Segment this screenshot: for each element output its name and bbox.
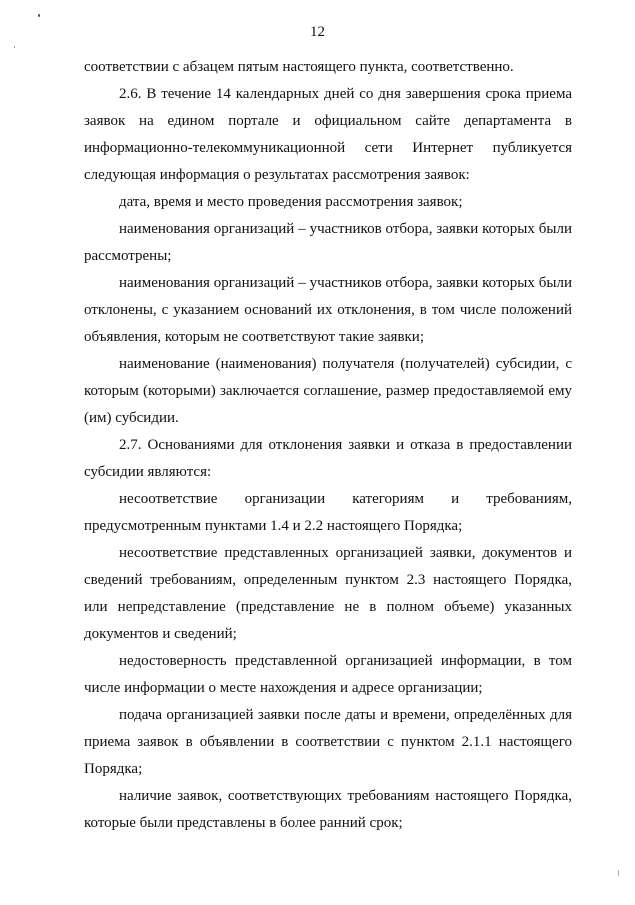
scan-artifact <box>14 46 15 48</box>
list-item-unreliable-info: недостоверность представленной организацией информации, в том числе информации о месте нахождения и адресе организации; <box>84 653 572 696</box>
list-item-earlier-applications: наличие заявок, соответствующих требованиям настоящего Порядка, которые были представлены в более ранний срок; <box>84 788 572 831</box>
list-item-rejected-applicants: наименования организаций – участников отбора, заявки которых были отклонены, с указанием оснований их отклонения, в том числе положений объявления, которым не соответствуют такие заявки; <box>84 275 572 345</box>
list-item-documents-mismatch: несоответствие представленных организацией заявки, документов и сведений требованиям, определенным пунктом 2.3 настоящего Порядка, или непредставление (представление не в полном объеме) указанных документов и сведений; <box>84 545 572 642</box>
scan-artifact <box>38 14 40 17</box>
paragraph-2-6: 2.6. В течение 14 календарных дней со дня завершения срока приема заявок на едином портале и официальном сайте департамента в информационно-телекоммуникационной сети Интернет публикуется следующая информация о результатах рассмотрения заявок: <box>84 86 572 183</box>
paragraph-2-7: 2.7. Основаниями для отклонения заявки и отказа в предоставлении субсидии являются: <box>84 437 572 480</box>
scan-artifact <box>618 870 619 876</box>
page-number: 12 <box>310 24 325 40</box>
list-item-subsidy-recipients: наименование (наименования) получателя (получателей) субсидии, с которым (которыми) заключается соглашение, размер предоставляемой ему (им) субсидии. <box>84 356 572 426</box>
list-item-category-mismatch: несоответствие организации категориям и требованиям, предусмотренным пунктами 1.4 и 2.2 настоящего Порядка; <box>84 491 572 534</box>
document-body <box>84 54 572 837</box>
paragraph-continuation: соответствии с абзацем пятым настоящего пункта, соответственно. <box>84 59 514 75</box>
list-item-late-submission: подача организацией заявки после даты и времени, определённых для приема заявок в объявлении в соответствии с пунктом 2.1.1 настоящего Порядка; <box>84 707 572 777</box>
list-item-date-time-place: дата, время и место проведения рассмотрения заявок; <box>119 194 463 210</box>
list-item-reviewed-applicants: наименования организаций – участников отбора, заявки которых были рассмотрены; <box>84 221 572 264</box>
